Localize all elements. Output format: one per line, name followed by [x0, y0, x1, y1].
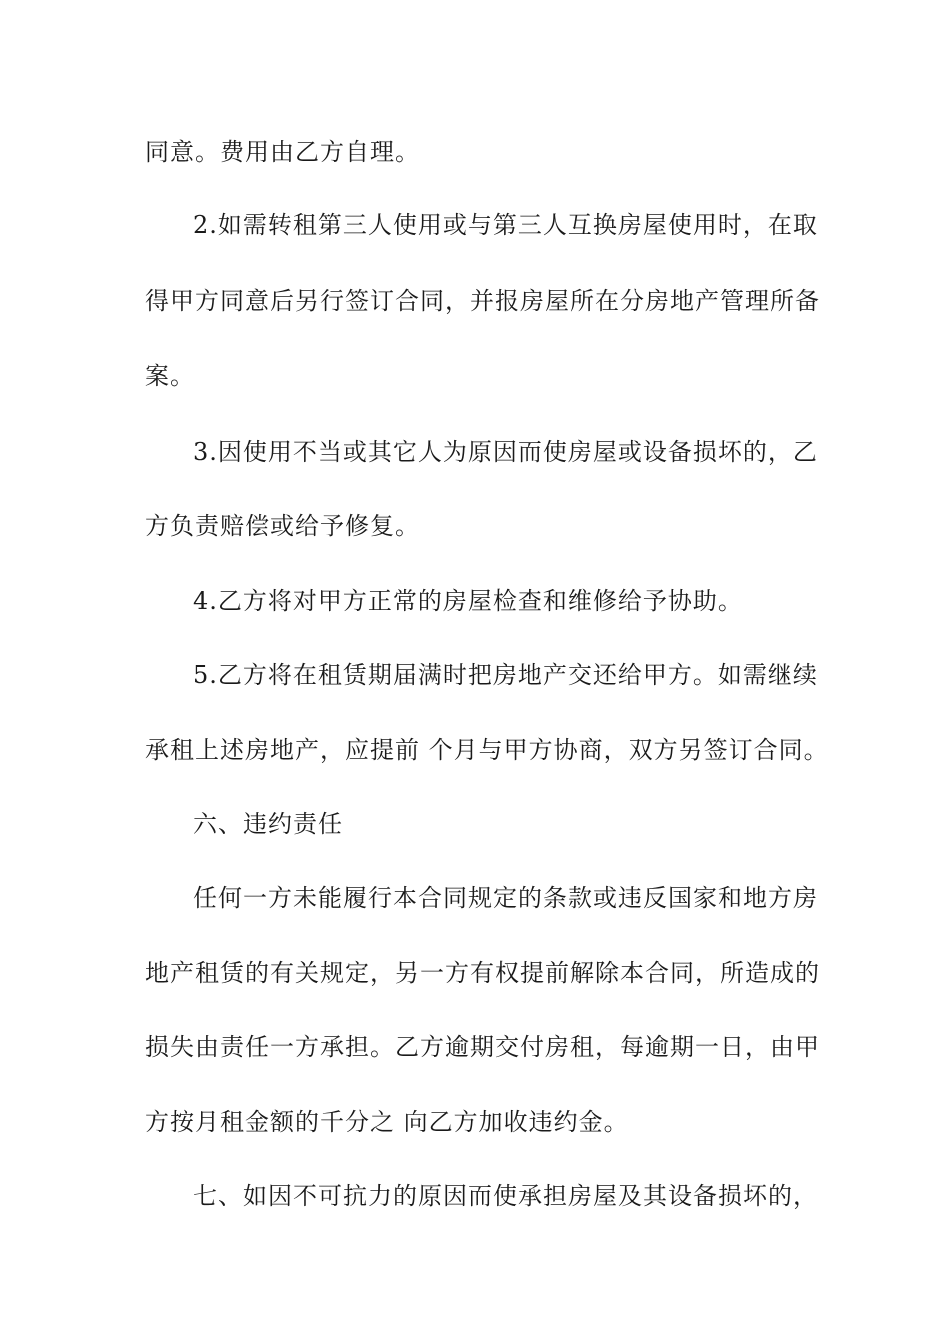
- clause-2-line: 2.如需转租第三人使用或与第三人互换房屋使用时，在取: [193, 211, 818, 239]
- text-line: 得甲方同意后另行签订合同，并报房屋所在分房地产管理所备: [145, 287, 820, 315]
- text-line: 任何一方未能履行本合同规定的条款或违反国家和地方房: [193, 884, 818, 912]
- text-line: 案。: [145, 362, 195, 390]
- section-heading-6: 六、违约责任: [193, 810, 343, 838]
- text-line: 方负责赔偿或给予修复。: [145, 512, 420, 540]
- text-line: 承租上述房地产，应提前 个月与甲方协商，双方另签订合同。: [145, 736, 829, 764]
- clause-3-line: 3.因使用不当或其它人为原因而使房屋或设备损坏的，乙: [193, 438, 818, 466]
- text-line: 损失由责任一方承担。乙方逾期交付房租，每逾期一日，由甲: [145, 1033, 820, 1061]
- clause-4-line: 4.乙方将对甲方正常的房屋检查和维修给予协助。: [193, 587, 743, 615]
- text-line: 方按月租金额的千分之 向乙方加收违约金。: [145, 1108, 629, 1136]
- text-line: 同意。费用由乙方自理。: [145, 138, 420, 166]
- text-line: 地产租赁的有关规定，另一方有权提前解除本合同，所造成的: [145, 959, 820, 987]
- clause-5-line: 5.乙方将在租赁期届满时把房地产交还给甲方。如需继续: [193, 661, 818, 689]
- section-heading-7: 七、如因不可抗力的原因而使承担房屋及其设备损坏的，: [193, 1182, 818, 1210]
